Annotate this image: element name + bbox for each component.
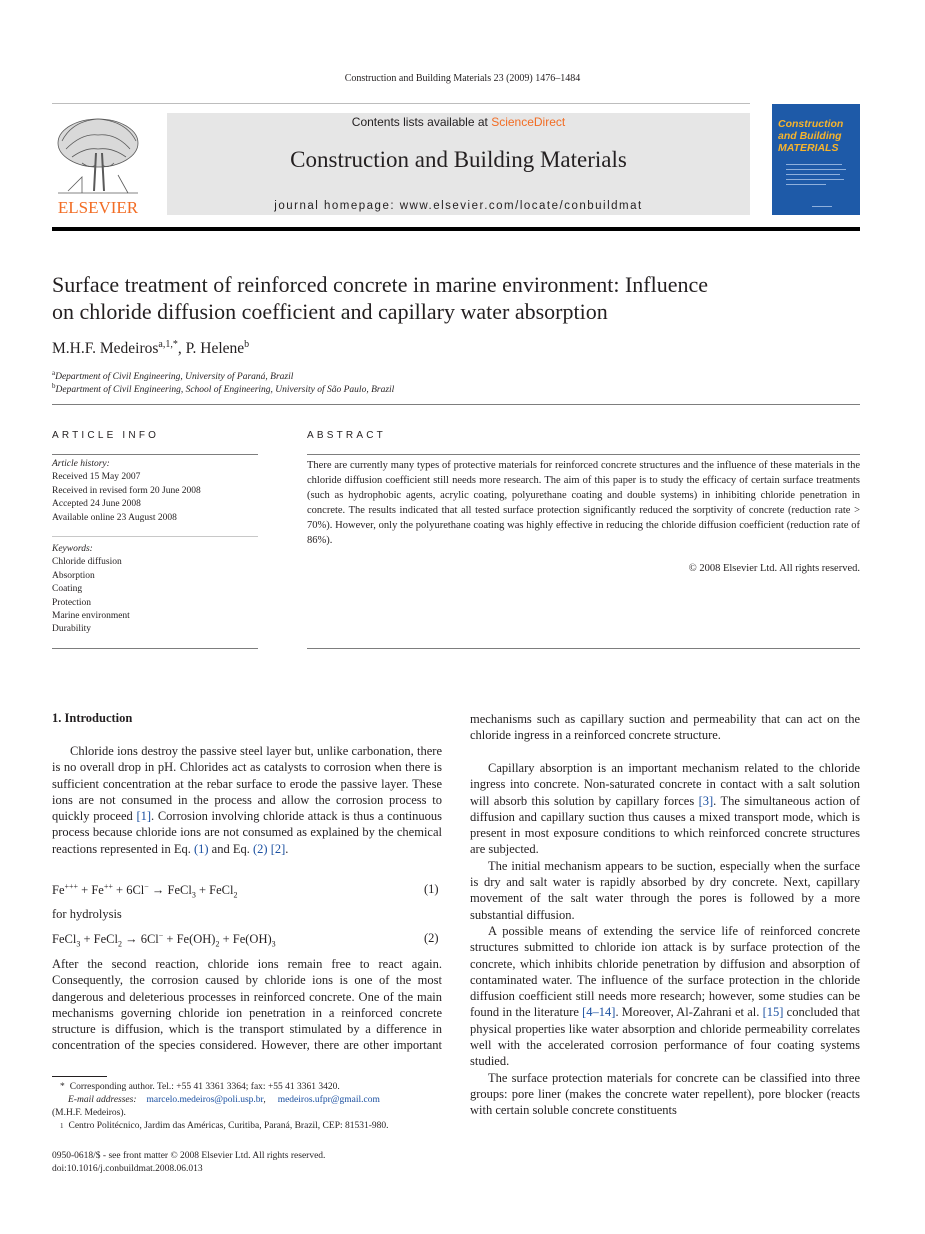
aff-a-text: Department of Civil Engineering, University of Paraná, Brazil [55, 372, 294, 383]
email-note [52, 1094, 442, 1107]
author-1-sup: a,1,* [158, 339, 178, 350]
paragraph-1 [52, 743, 442, 857]
equation-2-number: (2) [424, 931, 439, 945]
section-heading-introduction: 1. Introduction [52, 711, 133, 725]
elsevier-tree-icon [52, 113, 144, 217]
cover-text-line [786, 174, 840, 175]
ref-link[interactable]: [4–14] [582, 1005, 616, 1020]
ref-link[interactable]: [2] [270, 841, 286, 856]
cover-title-line: Construction [778, 118, 844, 130]
p1-text: Chloride ions destroy the passive steel layer but, unlike carbonation, there is no overall drop in pH. Chlorides act as catalysts to corrosion when there is sufficient concentration at the rebar surface to erode the passive layer. These ions are not consumed in the process and allow the corrosion process to quickly proceed [52, 744, 442, 824]
paragraph-4: The initial mechanism appears to be suction, especially when the surface is dry and salt water is rapidly absorbed by dry concrete. Next, capillary movement of the salt water through the pores is followed by a more substantial diffusion. [470, 858, 860, 922]
ref-link[interactable]: [3] [698, 793, 714, 808]
footnote-1 [52, 1120, 442, 1133]
authors [52, 339, 249, 358]
doi-line[interactable]: doi:10.1016/j.conbuildmat.2008.06.013 [52, 1164, 203, 1174]
email-sep: , [263, 1095, 266, 1105]
header-rule [52, 227, 860, 231]
cover-text-line [786, 169, 846, 170]
cover-text-line [786, 184, 826, 185]
affiliation-b [52, 382, 394, 395]
history-item: Available online 23 August 2008 [52, 512, 177, 523]
paragraph-3 [470, 760, 860, 858]
aff-a-sup: a [52, 369, 56, 377]
hydrolysis-label: for hydrolysis [52, 907, 122, 921]
history-label: Article history: [52, 459, 110, 469]
cover-title-line: MATERIALS [778, 142, 839, 154]
affiliation-a [52, 369, 293, 382]
email-label: E-mail addresses: [68, 1095, 137, 1105]
keywords-rule [52, 536, 258, 537]
fn1-mark: 1 [60, 1122, 64, 1130]
keyword: Absorption [52, 570, 95, 581]
p1-text: . [285, 841, 289, 856]
contents-available [167, 115, 750, 129]
issn-line: 0950-0618/$ - see front matter © 2008 Elsevier Ltd. All rights reserved. [52, 1151, 326, 1161]
elsevier-logo [52, 113, 144, 217]
journal-cover [772, 104, 860, 215]
keyword: Coating [52, 584, 83, 595]
article-history [52, 458, 258, 525]
title-line-2: on chloride diffusion coefficient and capillary water absorption [52, 299, 608, 324]
corr-text: Corresponding author. Tel.: +55 41 3361 3364; fax: +55 41 3361 3420. [69, 1082, 340, 1092]
keyword: Protection [52, 597, 92, 608]
abstract-text: There are currently many types of protective materials for reinforced concrete structures and the influence of these materials in the chloride diffusion coefficient still needs more research. The aim of this paper is to study the efficacy of certain surface treatments (such as hydrophobic agents, acrylic coating, polyurethane coating and double systems) in inhibiting chloride penetration in concrete. The results indicated that all tested surface protection significantly reduced the sorptivity of concrete (reduction rate > 70%). However, only the polyurethane coating was highly effective in reducing the chloride diffusion coefficient (reduction rate of 86%). [307, 460, 860, 546]
author-2: , P. Helene [177, 340, 245, 358]
p2-text: After the second reaction, chloride ions remain free to react again. Consequently, the corrosion caused by chloride ions is one of the most dangerous and deleterious processes in reinforced concrete. One of the main mechanisms governing chloride ion penetration in a reinforced concrete structure is diffusion, which is the transport stimulated by a difference in concentration of the species considered. However, there are other important [52, 957, 442, 1053]
equation-2: FeCl$_3$ + FeCl$_2$ → $6Cl^- + Fe(OH)_2 + Fe(OH)_3$ [52, 931, 276, 949]
email-link[interactable]: medeiros.ufpr@gmail.com [277, 1095, 380, 1105]
paragraph-5 [470, 923, 860, 1070]
equation-1: Fe+++ + Fe++ + 6Cl− → FeCl$_3$ + FeCl$_2$ [52, 882, 238, 900]
history-item: Received in revised form 20 June 2008 [52, 485, 201, 496]
journal-title: Construction and Building Materials [290, 147, 627, 172]
title-line-1: Surface treatment of reinforced concrete in marine environment: Influence [52, 272, 709, 297]
p1-text: and Eq. [208, 841, 253, 856]
info-rule [52, 454, 258, 455]
history-item: Accepted 24 June 2008 [52, 499, 141, 510]
author-1: M.H.F. Medeiros [52, 340, 159, 358]
p5-text: A possible means of extending the service life of reinforced concrete structures submitted to chloride ion attack is by surface protection of the concrete, which inhibits chloride penetration by diffusion and absorption of contaminated water. The influence of the surface protection in the chloride diffusion coefficient still needs more research; however, some studies can be found in the literature [470, 923, 860, 1020]
abstract-heading: ABSTRACT [307, 430, 386, 441]
article-title [52, 271, 860, 325]
front-matter [52, 1150, 325, 1176]
sciencedirect-link[interactable]: ScienceDirect [491, 115, 566, 129]
corr-mark: * [60, 1082, 65, 1092]
equation-link[interactable]: (1) [193, 841, 209, 856]
p5-text: concluded that physical properties like water absorption and chloride permeability correlates well with the accelerated corrosion performance of four coating systems studied. [470, 1005, 860, 1069]
p2-text-continued: mechanisms such as capillary suction and permeability that can act on the chloride ingress in a reinforced concrete structure. [470, 711, 860, 743]
journal-homepage[interactable]: journal homepage: www.elsevier.com/locate/conbuildmat [274, 200, 643, 212]
keywords [52, 543, 258, 637]
elsevier-wordmark: ELSEVIER [57, 198, 139, 217]
equation-link[interactable]: (2) [252, 841, 268, 856]
aff-b-text: Department of Civil Engineering, School of Engineering, University of São Paulo, Brazil [55, 385, 395, 396]
keyword: Durability [52, 624, 92, 635]
keyword: Chloride diffusion [52, 557, 122, 568]
paragraph-6: The surface protection materials for concrete can be classified into three groups: pore liner (makes the concrete water repellent), pore blocker (reacts with certain soluble concrete constituents [470, 1070, 860, 1118]
keyword: Marine environment [52, 611, 130, 622]
paragraph-2-continued [470, 711, 860, 760]
cover-title [778, 118, 858, 154]
email-link[interactable]: marcelo.medeiros@poli.usp.br [146, 1095, 264, 1105]
email-owner: (M.H.F. Medeiros). [52, 1108, 126, 1118]
article-info-heading: ARTICLE INFO [52, 430, 160, 441]
p1-text: . Corrosion involving chloride attack is thus a continuous process because chloride ions are not consumed as explained by the chemical reactions represented in Eq. [52, 809, 443, 856]
corresponding-author-note [52, 1081, 442, 1094]
aff-b-sup: b [52, 382, 56, 390]
cover-text-line [786, 164, 842, 165]
cover-text-line [812, 206, 832, 207]
author-2-sup: b [244, 339, 250, 350]
cover-text-line [786, 179, 844, 180]
abstract-bottom-rule [307, 648, 860, 649]
banner-top-rule [52, 103, 750, 104]
abstract-rule [307, 454, 860, 455]
info-bottom-rule [52, 648, 258, 649]
ref-link[interactable]: [1] [136, 809, 152, 824]
right-column-body [470, 760, 860, 1119]
history-item: Received 15 May 2007 [52, 472, 141, 483]
journal-banner [167, 113, 750, 215]
equation-1-number: (1) [424, 882, 439, 896]
footnote-rule [52, 1076, 107, 1077]
keywords-label: Keywords: [52, 544, 93, 554]
paragraph-2 [52, 956, 442, 1053]
fn1-text: Centro Politécnico, Jardim das Américas, Curitiba, Paraná, Brazil, CEP: 81531-980. [68, 1121, 389, 1131]
contents-prefix: Contents lists available at [351, 115, 492, 129]
title-rule [52, 404, 860, 405]
footnotes [52, 1081, 442, 1133]
cover-title-line: and Building [778, 130, 842, 142]
p3-text: Capillary absorption is an important mechanism related to the chloride ingress into concrete. Non-saturated concrete in contact with a salt solution will absorb this solution by capillary forces [470, 761, 860, 808]
ref-link[interactable]: [15] [762, 1005, 784, 1020]
p3-text: . The simultaneous action of diffusion and capillary suction thus causes a mixed transport mode, which is present in most exposure conditions to which reinforced concrete structures are subjected. [470, 793, 860, 857]
p5-text: . Moreover, Al-Zahrani et al. [615, 1005, 763, 1020]
running-head: Construction and Building Materials 23 (2009) 1476–1484 [344, 73, 581, 84]
abstract-copyright: © 2008 Elsevier Ltd. All rights reserved. [688, 563, 860, 574]
